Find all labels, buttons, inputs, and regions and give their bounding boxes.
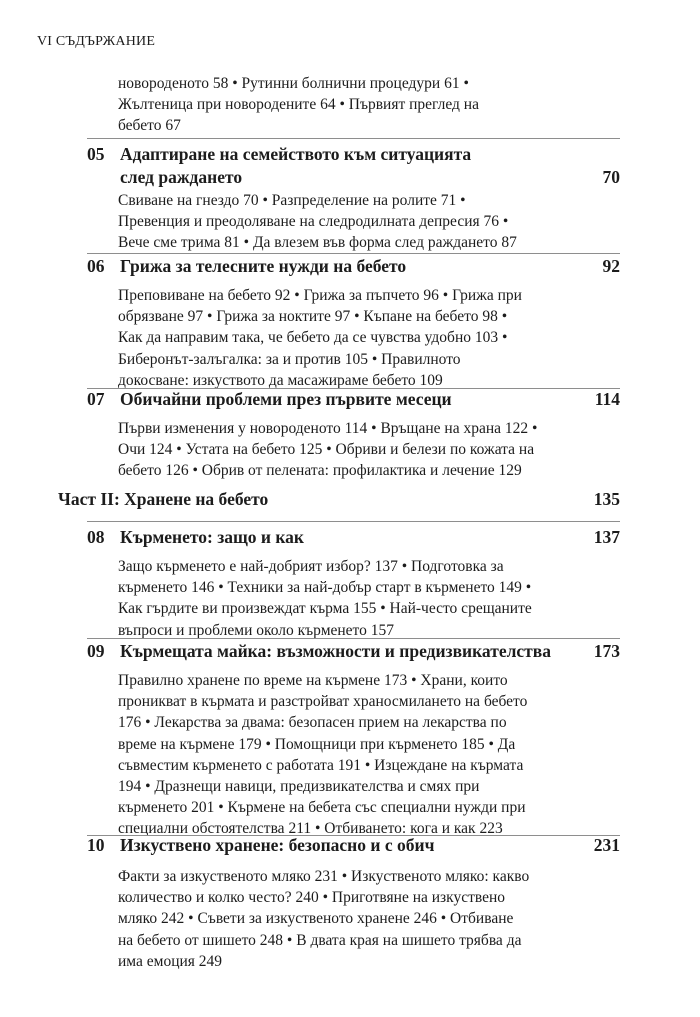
entry-line: Превенция и преодоляване на следродилната депресия 76 • [118,213,509,231]
entry-line: Биберонът-залъгалка: за и против 105 • Правилното [118,350,461,368]
chapter-number: 05 [87,144,105,164]
chapter-title: Обичайни проблеми през първите месеци [120,389,452,409]
continued-entry [118,73,479,137]
chapter-title: Грижа за телесните нужди на бебето [120,256,407,276]
chapter-09-entries [118,670,527,840]
entry-line: Свиване на гнездо 70 • Разпределение на ролите 71 • [118,192,466,209]
chapter-page-number: 173 [593,641,620,661]
chapter-page-number: 137 [593,527,620,547]
chapter-number: 08 [87,527,105,547]
entry-line: Очи 124 • Устата на бебето 125 • Обриви и белези по кожата на [118,441,535,459]
entry-line: Жълтеница при новородените 64 • Първият преглед на [118,96,479,114]
entry-line: Как гърдите ви произвеждат кърма 155 • Най-често срещаните [118,600,532,618]
chapter-page-number: 231 [593,835,620,855]
part-heading [58,488,620,511]
chapter-10-heading [87,834,620,857]
entry-line: има емоция 249 [118,952,223,970]
entry-line: специални обстоятелства 211 • Отбиването: кога и как 223 [118,820,503,838]
entry-line: съвместим кърменето с работата 191 • Изцеждане на кърмата [118,756,524,774]
chapter-number: 09 [87,641,105,661]
entry-line: Вече сме трима 81 • Да влезем във форма след раждането 87 [118,234,517,252]
entry-line: кърменето 201 • Кърмене на бебета със специални нужди при [118,799,526,817]
chapter-06-entries [118,285,522,391]
divider-rule [87,253,620,254]
chapter-05-heading [87,143,620,189]
entry-line: Преповиване на бебето 92 • Грижа за пъпчето 96 • Грижа при [118,287,522,304]
chapter-number: 10 [87,835,105,855]
chapter-title: Адаптиране на семейството към ситуацията след раждането [120,144,472,187]
entry-line: на бебето от шишето 248 • В двата края на шишето трябва да [118,931,522,949]
chapter-08-heading [87,526,620,549]
chapter-number: 07 [87,389,105,409]
divider-rule [87,521,620,522]
chapter-page-number: 70 [602,167,620,187]
entry-line: обрязване 97 • Грижа за ноктите 97 • Къпане на бебето 98 • [118,308,508,326]
chapter-09-heading [87,640,620,663]
entry-line: 176 • Лекарства за двама: безопасен прием на лекарства по [118,714,507,732]
chapter-number: 06 [87,256,105,276]
chapter-07-heading [87,388,620,411]
entry-line: бебето 67 [118,117,181,135]
chapter-title: Кърмещата майка: възможности и предизвикателства [120,641,551,661]
divider-rule [87,638,620,639]
chapter-06-heading [87,255,620,278]
divider-rule [87,138,620,139]
entry-line: мляко 242 • Съвети за изкуственото хранене 246 • Отбиване [118,910,514,928]
chapter-page-number: 92 [602,256,620,276]
entry-line: новороденото 58 • Рутинни болнични процедури 61 • [118,75,469,92]
entry-line: Как да направим така, че бебето да се чувства удобно 103 • [118,329,508,347]
entry-line: въпроси и проблеми около кърменето 157 [118,621,395,639]
part-title: Част II: Хранене на бебето [58,489,269,509]
running-head: VI СЪДЪРЖАНИЕ [37,34,156,49]
chapter-05-entries [118,190,517,254]
entry-line: кърменето 146 • Техники за най-добър старт в кърменето 149 • [118,579,532,597]
part-page-number: 135 [593,489,620,509]
chapter-page-number: 114 [594,389,620,409]
entry-line: Първи изменения у новороденото 114 • Връщане на храна 122 • [118,420,538,437]
entry-line: време на кърмене 179 • Помощници при кърменето 185 • Да [118,735,516,753]
chapter-title: Кърменето: защо и как [120,527,305,547]
entry-line: Факти за изкуственото мляко 231 • Изкуственото мляко: какво [118,868,530,885]
entry-line: количество и колко често? 240 • Приготвяне на изкуствено [118,889,506,907]
entry-line: докосване: изкуството да масажираме бебето 109 [118,371,443,389]
entry-line: Защо кърменето е най-добрият избор? 137 • Подготовка за [118,558,504,575]
chapter-title: Изкуствено хранене: безопасно и с обич [120,835,435,855]
entry-line: 194 • Дразнещи навици, предизвикателства и смях при [118,778,480,796]
chapter-07-entries [118,418,537,482]
entry-line: Правилно хранене по време на кърмене 173 • Храни, които [118,672,508,689]
chapter-10-entries [118,866,529,972]
entry-line: бебето 126 • Обрив от пелената: профилактика и лечение 129 [118,462,522,480]
entry-line: проникват в кърмата и разстройват храносмилането на бебето [118,693,528,711]
chapter-08-entries [118,556,532,641]
